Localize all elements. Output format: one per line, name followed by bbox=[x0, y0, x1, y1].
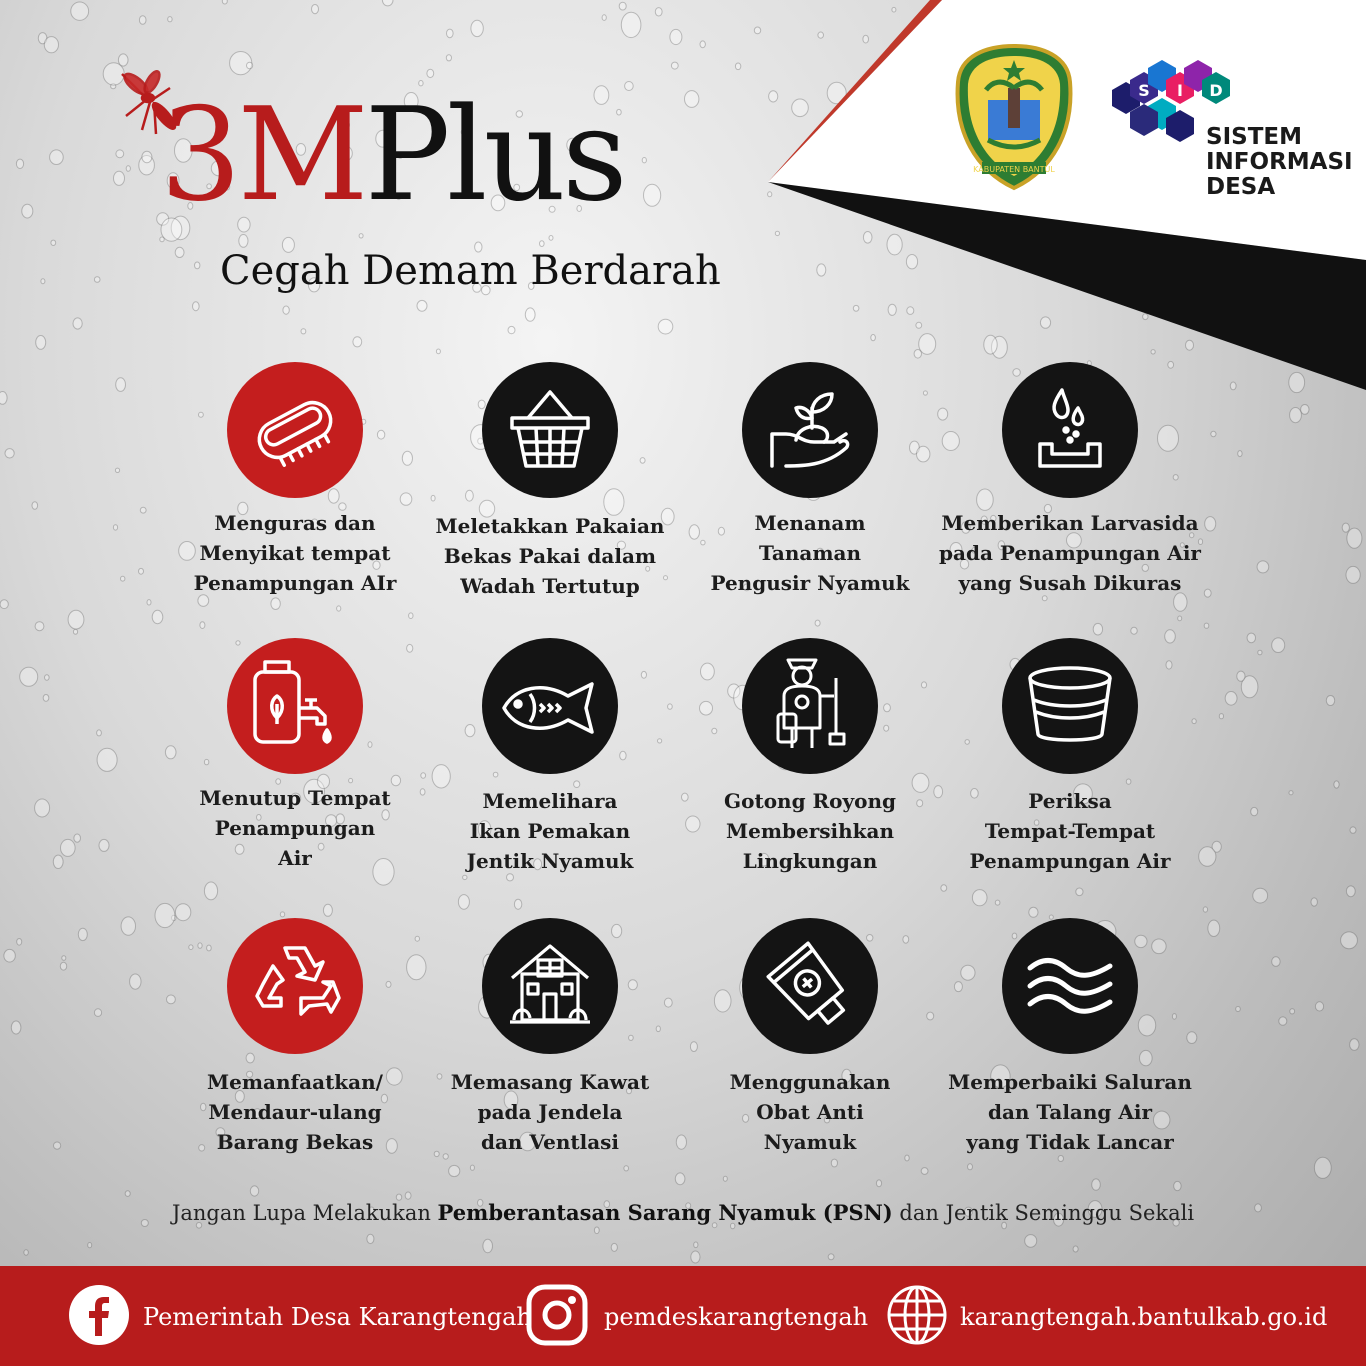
raindrop bbox=[147, 600, 151, 605]
raindrop bbox=[1093, 623, 1102, 635]
emblem-text: KABUPATEN BANTUL bbox=[973, 165, 1055, 174]
caption-line: Jentik Nyamuk bbox=[466, 849, 634, 873]
raindrop bbox=[409, 613, 413, 619]
basket-icon bbox=[482, 362, 618, 498]
caption-line: Periksa bbox=[1028, 789, 1112, 813]
caption-line: dan Talang Air bbox=[987, 1100, 1153, 1124]
raindrop bbox=[198, 943, 202, 948]
raindrop bbox=[1178, 616, 1182, 621]
raindrop bbox=[200, 622, 205, 629]
raindrop bbox=[1172, 1014, 1176, 1020]
raindrop bbox=[1290, 1009, 1295, 1014]
cleaner-icon bbox=[742, 638, 878, 774]
raindrop bbox=[1173, 475, 1178, 480]
raindrop bbox=[377, 430, 384, 439]
raindrop bbox=[995, 900, 1000, 905]
raindrop bbox=[1138, 1015, 1155, 1036]
raindrop bbox=[1165, 630, 1176, 643]
raindrop bbox=[624, 1166, 629, 1171]
raindrop bbox=[1247, 633, 1255, 643]
raindrop bbox=[415, 936, 419, 941]
raindrop bbox=[1279, 1017, 1287, 1025]
caption-line: Menggunakan bbox=[729, 1070, 891, 1094]
caption-obat-anti-nyamuk bbox=[660, 1067, 960, 1157]
raindrop bbox=[368, 742, 372, 748]
caption-line: Menanam bbox=[754, 511, 866, 535]
caption-line: Membersihkan bbox=[725, 819, 895, 843]
raindrop bbox=[121, 917, 135, 935]
raindrop bbox=[32, 502, 38, 510]
raindrop bbox=[199, 412, 204, 417]
raindrop bbox=[1272, 957, 1280, 967]
raindrop bbox=[11, 1021, 21, 1034]
main-title bbox=[160, 81, 624, 230]
raindrop bbox=[1326, 696, 1334, 706]
raindrop bbox=[204, 882, 217, 900]
raindrop bbox=[723, 1176, 727, 1181]
raindrop bbox=[828, 1254, 834, 1260]
caption-line: dan Ventlasi bbox=[480, 1130, 620, 1154]
raindrop bbox=[1342, 523, 1349, 532]
recycle-icon bbox=[227, 918, 363, 1054]
raindrop bbox=[1131, 627, 1137, 634]
caption-line: Memasang Kawat bbox=[450, 1070, 650, 1094]
caption-line: Memberikan Larvasida bbox=[941, 511, 1199, 535]
raindrop bbox=[831, 1159, 837, 1167]
raindrop bbox=[968, 1164, 973, 1170]
caption-larvasida bbox=[920, 508, 1220, 598]
raindrop bbox=[658, 739, 662, 743]
raindrop bbox=[155, 903, 175, 927]
raindrop bbox=[97, 748, 117, 771]
raindrop bbox=[961, 965, 975, 980]
raindrop bbox=[207, 945, 212, 951]
raindrop bbox=[965, 740, 969, 745]
raindrop bbox=[121, 576, 125, 581]
raindrop bbox=[656, 1026, 660, 1032]
raindrop bbox=[165, 746, 176, 759]
raindrop bbox=[1315, 1002, 1323, 1011]
sid-letter-i: I bbox=[1177, 81, 1183, 100]
raindrop bbox=[74, 834, 81, 842]
raindrop bbox=[641, 671, 646, 678]
raindrop bbox=[1346, 886, 1355, 897]
raindrop bbox=[629, 1035, 634, 1040]
raindrop bbox=[402, 451, 412, 465]
raindrop bbox=[458, 895, 469, 910]
caption-line: Memanfaatkan/ bbox=[207, 1070, 383, 1094]
raindrop bbox=[701, 663, 715, 680]
raindrop bbox=[1208, 920, 1220, 936]
raindrop bbox=[1346, 566, 1360, 583]
caption-line: Menutup Tempat bbox=[199, 786, 391, 810]
raindrop bbox=[668, 704, 673, 709]
caption-line: Tanaman bbox=[758, 541, 862, 565]
raindrop bbox=[246, 1053, 254, 1063]
raindrop bbox=[61, 839, 76, 856]
caption-line: Penampungan Air bbox=[969, 849, 1171, 873]
raindrop bbox=[1126, 779, 1131, 784]
caption-line: Memperbaiki Saluran bbox=[948, 1070, 1192, 1094]
sid-text-line3: DESA bbox=[1206, 174, 1276, 200]
raindrop bbox=[1251, 807, 1258, 815]
caption-line: Lingkungan bbox=[742, 849, 878, 873]
facebook-icon[interactable] bbox=[68, 1284, 130, 1346]
raindrop bbox=[470, 1165, 474, 1170]
raindrop bbox=[884, 725, 889, 731]
raindrop bbox=[483, 1239, 493, 1252]
website-link[interactable]: karangtengah.bantulkab.go.id bbox=[960, 1303, 1328, 1331]
caption-line: pada Jendela bbox=[477, 1100, 623, 1124]
raindrop bbox=[1334, 781, 1339, 788]
raindrop bbox=[1187, 1032, 1197, 1044]
raindrop bbox=[45, 675, 50, 681]
bucket-icon bbox=[1002, 638, 1138, 774]
raindrop bbox=[1174, 1181, 1181, 1190]
caption-line: Air bbox=[278, 846, 312, 870]
raindrop bbox=[54, 1142, 61, 1149]
raindrop bbox=[53, 855, 63, 868]
caption-periksa bbox=[920, 786, 1220, 876]
raindrop bbox=[386, 981, 391, 987]
caption-line: yang Susah Dikuras bbox=[958, 571, 1182, 595]
caption-line: Nyamuk bbox=[763, 1130, 857, 1154]
raindrop bbox=[407, 644, 413, 652]
raindrop bbox=[60, 962, 66, 970]
raindrop bbox=[664, 998, 672, 1007]
raindrop bbox=[815, 620, 820, 626]
raindrop bbox=[675, 1173, 685, 1185]
note-before: Jangan Lupa Melakukan bbox=[171, 1201, 438, 1225]
raindrop bbox=[954, 982, 962, 992]
fish-icon bbox=[482, 638, 618, 774]
raindrop bbox=[620, 751, 626, 760]
repellent-tube-icon bbox=[742, 918, 878, 1054]
caption-line: Gotong Royong bbox=[724, 789, 896, 813]
waves-icon bbox=[1002, 918, 1138, 1054]
caption-menanam bbox=[660, 508, 960, 598]
raindrop bbox=[1166, 661, 1172, 669]
raindrop bbox=[73, 629, 77, 634]
caption-line: Ikan Pemakan bbox=[469, 819, 631, 843]
raindrop bbox=[628, 980, 637, 990]
raindrop bbox=[1253, 888, 1268, 903]
raindrop bbox=[431, 495, 435, 501]
raindrop bbox=[1258, 650, 1262, 655]
raindrop bbox=[35, 622, 44, 631]
raindrop bbox=[1073, 1246, 1078, 1252]
caption-memasang-kawat bbox=[400, 1067, 700, 1157]
brush-icon bbox=[227, 362, 363, 498]
raindrop bbox=[189, 945, 193, 950]
raindrop bbox=[152, 610, 163, 623]
raindrop bbox=[927, 1012, 934, 1020]
raindrop bbox=[972, 890, 987, 906]
raindrop bbox=[712, 728, 717, 733]
raindrop bbox=[88, 1243, 92, 1248]
raindrop bbox=[94, 1009, 101, 1017]
raindrop bbox=[24, 1250, 28, 1255]
raindrop bbox=[78, 928, 87, 940]
caption-line: Mendaur-ulang bbox=[208, 1100, 382, 1124]
raindrop bbox=[1301, 405, 1309, 415]
raindrop bbox=[640, 458, 645, 464]
raindrop bbox=[400, 493, 412, 505]
raindrop bbox=[1204, 623, 1209, 628]
raindrop bbox=[1347, 528, 1362, 548]
caption-meletakkan bbox=[400, 511, 700, 601]
raindrop bbox=[367, 1234, 374, 1243]
raindrop bbox=[4, 949, 15, 962]
sid-letter-d: D bbox=[1209, 81, 1223, 100]
instagram-icon[interactable] bbox=[526, 1284, 588, 1346]
raindrop bbox=[1092, 1179, 1101, 1190]
raindrop bbox=[466, 490, 474, 501]
caption-line: Barang Bekas bbox=[216, 1130, 374, 1154]
caption-line: Wadah Tertutup bbox=[460, 574, 640, 598]
raindrop bbox=[1152, 939, 1166, 954]
raindrop bbox=[17, 939, 22, 946]
raindrop bbox=[921, 682, 926, 688]
caption-line: Menyikat tempat bbox=[199, 541, 391, 565]
raindrop bbox=[1192, 719, 1196, 724]
raindrop bbox=[68, 610, 84, 629]
raindrop bbox=[115, 468, 119, 472]
raindrop bbox=[903, 936, 909, 944]
bantul-emblem-logo bbox=[952, 42, 1076, 192]
raindrop bbox=[167, 995, 176, 1004]
raindrop bbox=[1257, 561, 1269, 573]
raindrop bbox=[1272, 638, 1285, 653]
sid-text bbox=[1206, 125, 1353, 200]
caption-gotong-royong bbox=[660, 786, 960, 876]
raindrop bbox=[125, 1191, 130, 1197]
raindrop bbox=[323, 904, 332, 916]
raindrop bbox=[1350, 827, 1356, 833]
raindrop bbox=[271, 598, 280, 610]
raindrop bbox=[337, 606, 341, 611]
raindrop bbox=[1290, 408, 1302, 423]
raindrop bbox=[1140, 1050, 1153, 1065]
raindrop bbox=[0, 600, 8, 609]
plant-hand-icon bbox=[742, 362, 878, 498]
facebook-link[interactable]: Pemerintah Desa Karangtengah bbox=[143, 1303, 532, 1331]
raindrop bbox=[99, 839, 109, 851]
raindrop bbox=[1289, 791, 1293, 795]
raindrop bbox=[1237, 671, 1245, 681]
raindrop bbox=[941, 885, 947, 891]
raindrop bbox=[1341, 932, 1358, 949]
raindrop bbox=[1203, 907, 1207, 912]
raindrop bbox=[1236, 1007, 1241, 1012]
caption-line: Pengusir Nyamuk bbox=[710, 571, 910, 595]
raindrop bbox=[1029, 907, 1038, 917]
larvacide-icon bbox=[1002, 362, 1138, 498]
raindrop bbox=[594, 1227, 599, 1234]
caption-saluran-talang bbox=[920, 1067, 1220, 1157]
raindrop bbox=[691, 1251, 700, 1263]
raindrop bbox=[714, 990, 731, 1012]
raindrop bbox=[62, 956, 66, 961]
raindrop bbox=[1314, 1157, 1331, 1178]
raindrop bbox=[917, 446, 930, 462]
caption-line: Penampungan AIr bbox=[193, 571, 397, 595]
caption-line: Bekas Pakai dalam bbox=[443, 544, 657, 568]
raindrop bbox=[1158, 425, 1179, 451]
raindrop bbox=[1211, 431, 1216, 436]
water-tank-tap-icon bbox=[227, 638, 363, 774]
raindrop bbox=[700, 701, 713, 715]
raindrop bbox=[405, 1192, 411, 1199]
raindrop bbox=[280, 912, 284, 917]
title-plus: Plus bbox=[364, 81, 624, 230]
raindrop bbox=[1225, 692, 1237, 706]
raindrop bbox=[690, 1042, 697, 1052]
raindrop bbox=[1311, 898, 1317, 906]
instagram-link[interactable]: pemdeskarangtengah bbox=[604, 1303, 869, 1331]
raindrop bbox=[1219, 714, 1223, 719]
psn-reminder bbox=[0, 1200, 1366, 1225]
raindrop bbox=[139, 568, 144, 574]
caption-line: Obat Anti bbox=[756, 1100, 864, 1124]
note-after: dan Jentik Seminggu Sekali bbox=[892, 1201, 1195, 1225]
raindrop bbox=[5, 449, 14, 458]
raindrop bbox=[465, 725, 475, 737]
raindrop bbox=[1350, 1039, 1359, 1051]
sid-text-line1: SISTEM bbox=[1206, 124, 1302, 150]
raindrop bbox=[250, 1186, 258, 1196]
raindrop bbox=[1025, 1235, 1037, 1248]
raindrop bbox=[611, 1243, 617, 1251]
raindrop bbox=[175, 904, 190, 921]
caption-line: Penampungan bbox=[214, 816, 376, 840]
caption-memelihara bbox=[400, 786, 700, 876]
raindrop bbox=[421, 773, 426, 779]
caption-line: Meletakkan Pakaian bbox=[435, 514, 665, 538]
caption-line: Memelihara bbox=[482, 789, 618, 813]
raindrop bbox=[97, 730, 102, 736]
raindrop bbox=[113, 525, 117, 530]
sid-letter-s: S bbox=[1138, 81, 1150, 100]
note-bold: Pemberantasan Sarang Nyamuk (PSN) bbox=[437, 1200, 893, 1225]
raindrop bbox=[20, 667, 38, 686]
caption-line: pada Penampungan Air bbox=[939, 541, 1201, 565]
raindrop bbox=[884, 704, 891, 712]
subtitle: Cegah Demam Berdarah bbox=[220, 248, 721, 294]
caption-line: yang Tidak Lancar bbox=[966, 1130, 1174, 1154]
raindrop bbox=[876, 1180, 881, 1187]
raindrop bbox=[1076, 888, 1083, 896]
raindrop bbox=[130, 974, 141, 989]
raindrop bbox=[204, 759, 208, 764]
title-3m: 3M bbox=[160, 81, 365, 230]
house-icon bbox=[482, 918, 618, 1054]
raindrop bbox=[407, 955, 426, 980]
raindrop bbox=[43, 695, 49, 702]
caption-line: Menguras dan bbox=[214, 511, 376, 535]
raindrop bbox=[514, 899, 521, 909]
raindrop bbox=[449, 1165, 460, 1176]
raindrop bbox=[938, 408, 948, 420]
sid-text-line2: INFORMASI bbox=[1206, 149, 1353, 175]
caption-line: Tempat-Tempat bbox=[984, 819, 1156, 843]
raindrop bbox=[35, 799, 50, 817]
raindrop bbox=[1238, 451, 1242, 457]
raindrop bbox=[694, 1242, 698, 1248]
globe-icon[interactable] bbox=[886, 1284, 948, 1346]
raindrop bbox=[942, 432, 959, 451]
raindrop bbox=[921, 1168, 928, 1175]
